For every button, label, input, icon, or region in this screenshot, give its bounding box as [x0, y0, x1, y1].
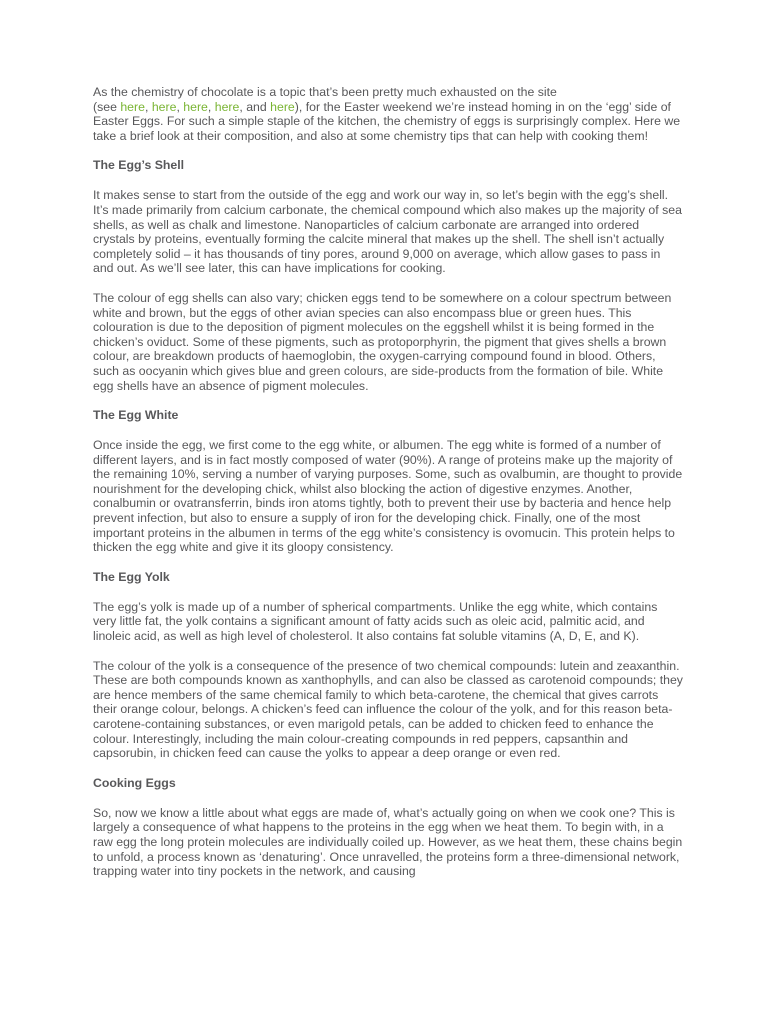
- here-link-3[interactable]: here: [183, 99, 208, 114]
- paragraph-shell-1: It makes sense to start from the outside of the egg and work our way in, so let’s begin with the egg’s shell. It’s made primarily from calcium carbonate, the chemical compound which also makes up the majority of sea shells, as well as chalk and limestone. Nanoparticles of calcium carbonate are arranged into ordered crystals by proteins, eventually forming the calcite mineral that makes up the shell. The shell isn’t actually completely solid – it has thousands of tiny pores, around 9,000 on average, which allow gases to pass in and out. As we’ll see later, this can have implications for cooking.: [93, 188, 682, 276]
- section-heading-shell: The Egg’s Shell: [93, 158, 185, 173]
- here-link-2[interactable]: here: [151, 99, 177, 114]
- paragraph-egg-yolk-2: The colour of the yolk is a consequence of the presence of two chemical compounds: lutein and zeaxanthin. These are both compounds known as xanthophylls, and can also be classed as carotenoid compounds; they are hence members of the same chemical family to which beta-carotene, the chemical that gives carrots their orange colour, belongs. A chicken’s feed can influence the colour of the yolk, and for this reason beta-carotene-containing substances, or even marigold petals, can be added to chicken feed to enhance the colour. Interestingly, including the main colour-creating compounds in red peppers, capsanthin and capsorubin, in chicken feed can cause the yolks to appear a deep orange or even red.: [93, 658, 683, 761]
- paragraph-egg-white-1: Once inside the egg, we first come to the egg white, or albumen. The egg white is formed of a number of different layers, and is in fact mostly composed of water (90%). A range of proteins make up the majority of the remaining 10%, serving a number of varying purposes. Some, such as ovalbumin, are thought to provide nourishment for the developing chick, whilst also blocking the action of digestive enzymes. Another, conalbumin or ovatransferrin, binds iron atoms tightly, both to prevent their use by bacteria and hence help prevent infection, but also to ensure a supply of iron for the developing chick. Finally, one of the most important proteins in the albumen in terms of the egg white’s consistency is ovomucin. This protein helps to thicken the egg white and give it its gloopy consistency.: [93, 438, 683, 555]
- paragraph-cooking-1: So, now we know a little about what eggs are made of, what’s actually going on when we cook one? This is largely a consequence of what happens to the proteins in the egg when we heat them. To begin with, in a raw egg the long protein molecules are individually coiled up. However, as we heat them, these chains begin to unfold, a process known as ‘denaturing’. Once unravelled, the proteins form a three-dimensional network, trapping water into tiny pockets in the network, and causing: [93, 805, 683, 879]
- intro-paragraph: As the chemistry of chocolate is a topic that’s been pretty much exhausted on the site (see here, here, here, here, and here), for the Easter weekend we’re instead homing in on the ‘egg’ side of Easter Eggs. For such a simple staple of the kitchen, the chemistry of eggs is surprisingly complex. Here we take a brief look at their composition, and also at some chemistry tips that can help with cooking them!: [93, 85, 681, 143]
- section-heading-egg-white: The Egg White: [93, 408, 179, 423]
- intro-line-1: As the chemistry of chocolate is a topic that’s been pretty much exhausted on the site: [93, 85, 557, 99]
- here-link-4[interactable]: here: [214, 99, 240, 114]
- here-link-1[interactable]: here: [120, 99, 145, 114]
- paragraph-egg-yolk-1: The egg’s yolk is made up of a number of spherical compartments. Unlike the egg white, which contains very little fat, the yolk contains a significant amount of fatty acids such as oleic acid, palmitic acid, and linoleic acid, as well as high level of cholesterol. It also contains fat soluble vitamins (A, D, E, and K).: [93, 599, 658, 644]
- paragraph-shell-2: The colour of egg shells can also vary; chicken eggs tend to be somewhere on a colour spectrum between white and brown, but the eggs of other avian species can also encompass blue or green hues. This colouration is due to the deposition of pigment molecules on the eggshell whilst it is being formed in the chicken’s oviduct. Some of these pigments, such as protoporphyrin, the pigment that gives shells a brown colour, are breakdown products of haemoglobin, the oxygen-carrying compound found in blood. Others, such as oocyanin which gives blue and green colours, are side-products from the formation of bile. White egg shells have an absence of pigment molecules.: [93, 290, 672, 393]
- here-link-5[interactable]: here: [270, 99, 295, 114]
- section-heading-egg-yolk: The Egg Yolk: [93, 569, 170, 584]
- section-heading-cooking: Cooking Eggs: [93, 775, 176, 790]
- article-body: [93, 85, 683, 879]
